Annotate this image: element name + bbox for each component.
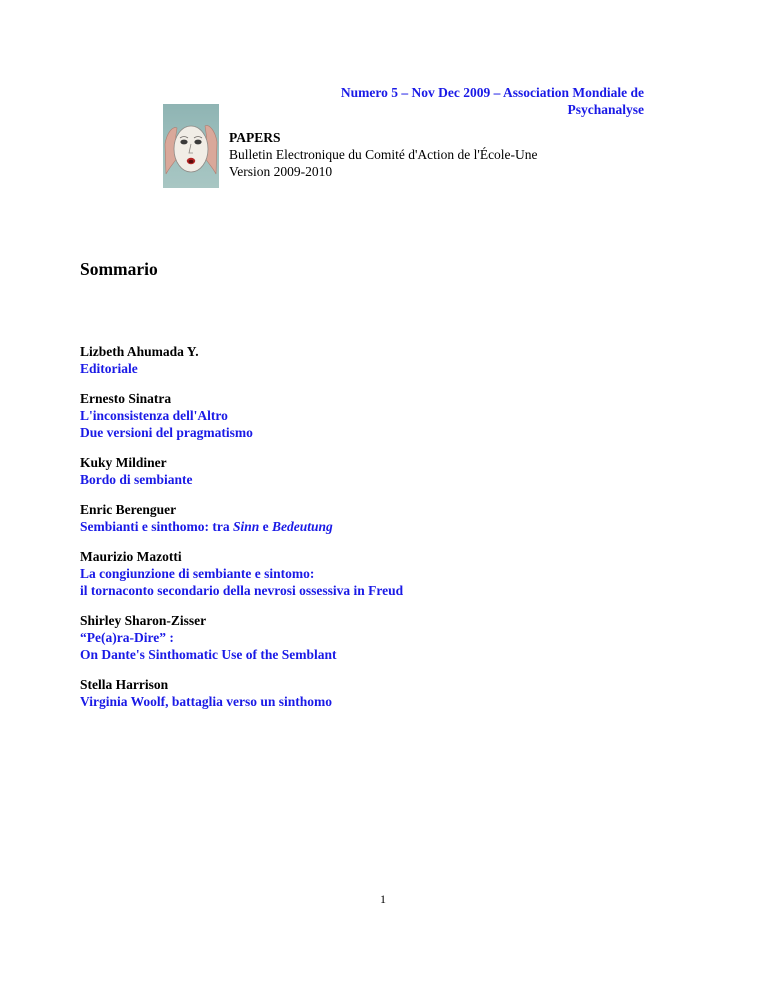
bulletin-subtitle: Bulletin Electronique du Comité d'Action de l'École-Une (229, 147, 538, 162)
toc-title-part: e (259, 519, 273, 534)
toc-entry (80, 454, 640, 488)
toc-author: Stella Harrison (80, 677, 169, 692)
page-number: 1 (380, 892, 386, 906)
toc-title-bedeutung: Bedeutung (272, 519, 333, 534)
toc-author: Maurizio Mazotti (80, 549, 182, 564)
bulletin-title: PAPERS (229, 130, 281, 145)
toc-author: Ernesto Sinatra (80, 391, 172, 406)
masked-face-image (163, 104, 219, 188)
table-of-contents (80, 343, 640, 723)
header-issue-line-1: Numero 5 – Nov Dec 2009 – Association Mondiale de (340, 85, 644, 100)
toc-author: Kuky Mildiner (80, 455, 167, 470)
toc-author: Lizbeth Ahumada Y. (80, 344, 199, 359)
masked-face-icon (163, 104, 219, 188)
toc-article-link[interactable]: La congiunzione di sembiante e sintomo: (80, 566, 315, 581)
toc-article-link[interactable]: Due versioni del pragmatismo (80, 425, 253, 440)
toc-article-link[interactable] (80, 518, 640, 535)
toc-article-link[interactable]: On Dante's Sinthomatic Use of the Semblant (80, 647, 337, 662)
toc-article-link[interactable]: il tornaconto secondario della nevrosi ossessiva in Freud (80, 583, 404, 598)
toc-entry (80, 343, 640, 377)
toc-article-link[interactable]: L'inconsistenza dell'Altro (80, 408, 228, 423)
toc-title-part: Sembianti e sinthomo: tra (80, 519, 233, 534)
toc-article-link[interactable]: Editoriale (80, 361, 138, 376)
toc-article-link[interactable]: “Pe(a)ra-Dire” : (80, 630, 174, 645)
toc-entry (80, 612, 640, 663)
toc-author: Shirley Sharon-Zisser (80, 613, 207, 628)
toc-entry (80, 390, 640, 441)
toc-author: Enric Berenguer (80, 502, 177, 517)
bulletin-version: Version 2009-2010 (229, 164, 333, 179)
toc-entry (80, 548, 640, 599)
toc-entry (80, 501, 640, 535)
toc-article-link[interactable]: Virginia Woolf, battaglia verso un sinthomo (80, 694, 333, 709)
sommario-heading: Sommario (80, 259, 158, 279)
header-issue-line-2: Psychanalyse (567, 102, 644, 117)
toc-title-sinn: Sinn (233, 519, 260, 534)
toc-article-link[interactable]: Bordo di sembiante (80, 472, 193, 487)
toc-entry (80, 676, 640, 710)
bulletin-info (229, 129, 538, 180)
